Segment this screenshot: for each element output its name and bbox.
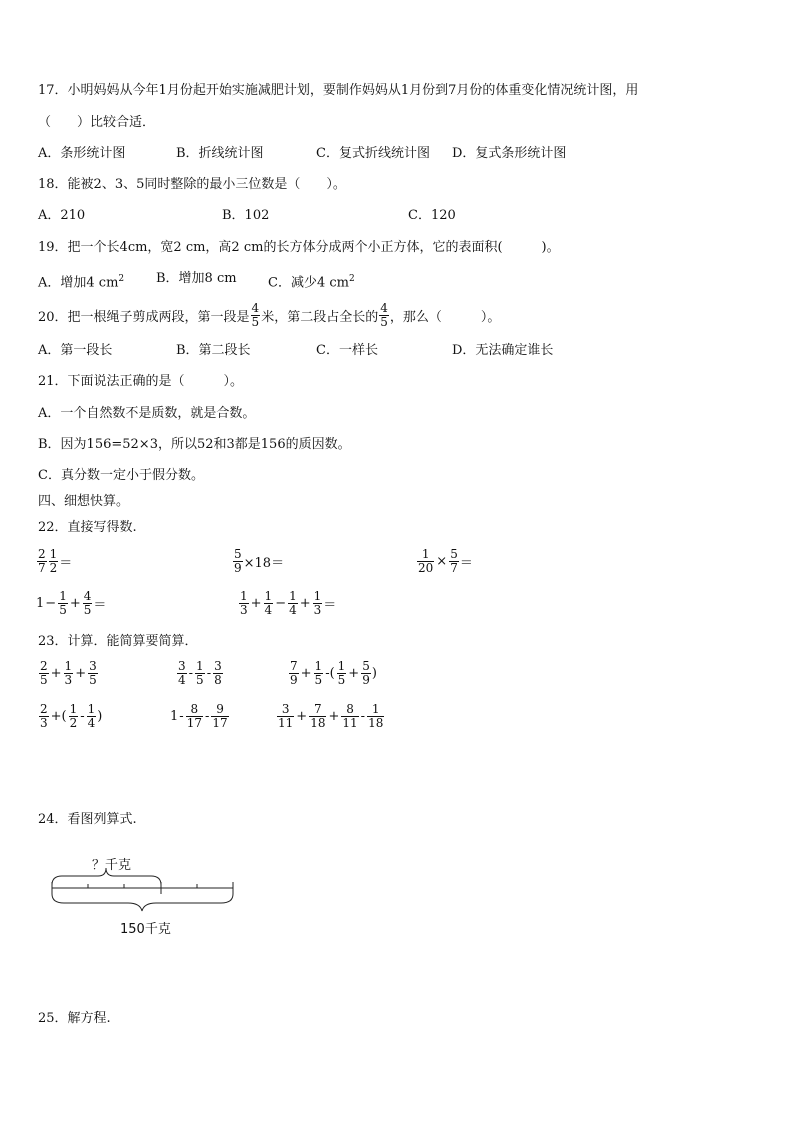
q23-expr-5: 1 - $\frac{8}{17}$ - $\frac{9}{17}$ — [170, 702, 228, 730]
q21-text: 21．下面说法正确的是（ ）。 — [38, 374, 244, 389]
q18-option-b: B．102 — [222, 208, 270, 223]
q18-option-a: A．210 — [38, 208, 86, 223]
q17-option-a: A．条形统计图 — [38, 146, 126, 161]
q21-option-b: B．因为156=52×3，所以52和3都是156的质因数。 — [38, 437, 351, 452]
q21-option-a: A．一个自然数不是质数，就是合数。 — [38, 406, 256, 421]
total-weight-label: 150千克 — [120, 922, 171, 937]
q19-option-a: A．增加4 $cm^2$ — [38, 274, 125, 291]
q20-fraction-1: $\frac{4}{5}$ — [251, 300, 260, 329]
q20-text: 20．把一根绳子剪成两段，第一段是 $\frac{4}{5}$ 米，第二段占全长的 $\frac{4}{5}$ ，那么（ ）。 — [38, 300, 501, 329]
q22-expr-4: 1 − $\frac{1}{5}$ + $\frac{4}{5}$ ＝ — [36, 589, 107, 617]
q20-fraction-2: $\frac{4}{5}$ — [380, 300, 388, 329]
q23-expr-4: $\frac{2}{3}$ +( $\frac{1}{2}$ - $\frac{1}{4}$ ) — [40, 702, 103, 730]
q23-expr-1: $\frac{2}{5}$ + $\frac{1}{3}$ + $\frac{3}{5}$ — [40, 659, 97, 687]
q21-option-c: C．真分数一定小于假分数。 — [38, 468, 204, 483]
q22-expr-5: $\frac{1}{3}$ + $\frac{1}{4}$ − $\frac{1}{4}$ + $\frac{1}{3}$ ＝ — [240, 589, 337, 617]
unknown-weight-label: ？千克 — [92, 858, 132, 873]
q23-expr-6: $\frac{3}{11}$ + $\frac{7}{18}$ + $\frac{8}{11}$ - $\frac{1}{18}$ — [278, 702, 384, 730]
q23-title: 23．计算．能简算要简算． — [38, 634, 198, 649]
q22-expr-2: $\frac{5}{9}$ ×18＝ — [234, 547, 285, 575]
q22-title: 22．直接写得数. — [38, 520, 137, 535]
q17-line1: 17．小明妈妈从今年1月份起开始实施减肥计划，要制作妈妈从1月份到7月份的体重变化情况统计图，用 — [38, 83, 639, 98]
q20-option-a: A．第一段长 — [38, 343, 113, 358]
q17-option-b: B．折线统计图 — [176, 146, 264, 161]
segment-diagram — [40, 848, 250, 938]
section-heading: 四、细想快算。 — [38, 494, 130, 509]
q24-title: 24．看图列算式. — [38, 812, 137, 827]
q23-expr-3: $\frac{7}{9}$ + $\frac{1}{5}$ -( $\frac{1}{5}$ + $\frac{5}{9}$ ) — [290, 659, 377, 687]
q22-expr-3: $\frac{1}{20}$ × $\frac{5}{7}$ ＝ — [418, 547, 473, 575]
q17-option-d: D．复式条形统计图 — [452, 146, 567, 161]
q17-line2: （ ）比较合适． — [38, 115, 156, 130]
q23-expr-2: $\frac{3}{4}$ - $\frac{1}{5}$ - $\frac{3}{8}$ — [178, 659, 222, 687]
q25-title: 25．解方程. — [38, 1011, 111, 1026]
q19-option-c: C．减少4 $cm^2$ — [268, 274, 355, 291]
q17-option-c: C．复式折线统计图 — [316, 146, 430, 161]
q19-option-b: B．增加8 cm — [156, 271, 237, 286]
q20-option-d: D．无法确定谁长 — [452, 343, 554, 358]
q18-option-c: C．120 — [408, 208, 456, 223]
q20-option-c: C．一样长 — [316, 343, 378, 358]
q22-expr-1: $\frac{2}{7}$ $\frac{1}{2}$ ＝ — [38, 547, 73, 575]
q19-text: 19．把一个长4cm，宽2 cm，高2 cm的长方体分成两个小正方体，它的表面积( )。 — [38, 240, 560, 255]
q20-option-b: B．第二段长 — [176, 343, 251, 358]
q18-text: 18．能被2、3、5同时整除的最小三位数是（ ）。 — [38, 177, 346, 192]
